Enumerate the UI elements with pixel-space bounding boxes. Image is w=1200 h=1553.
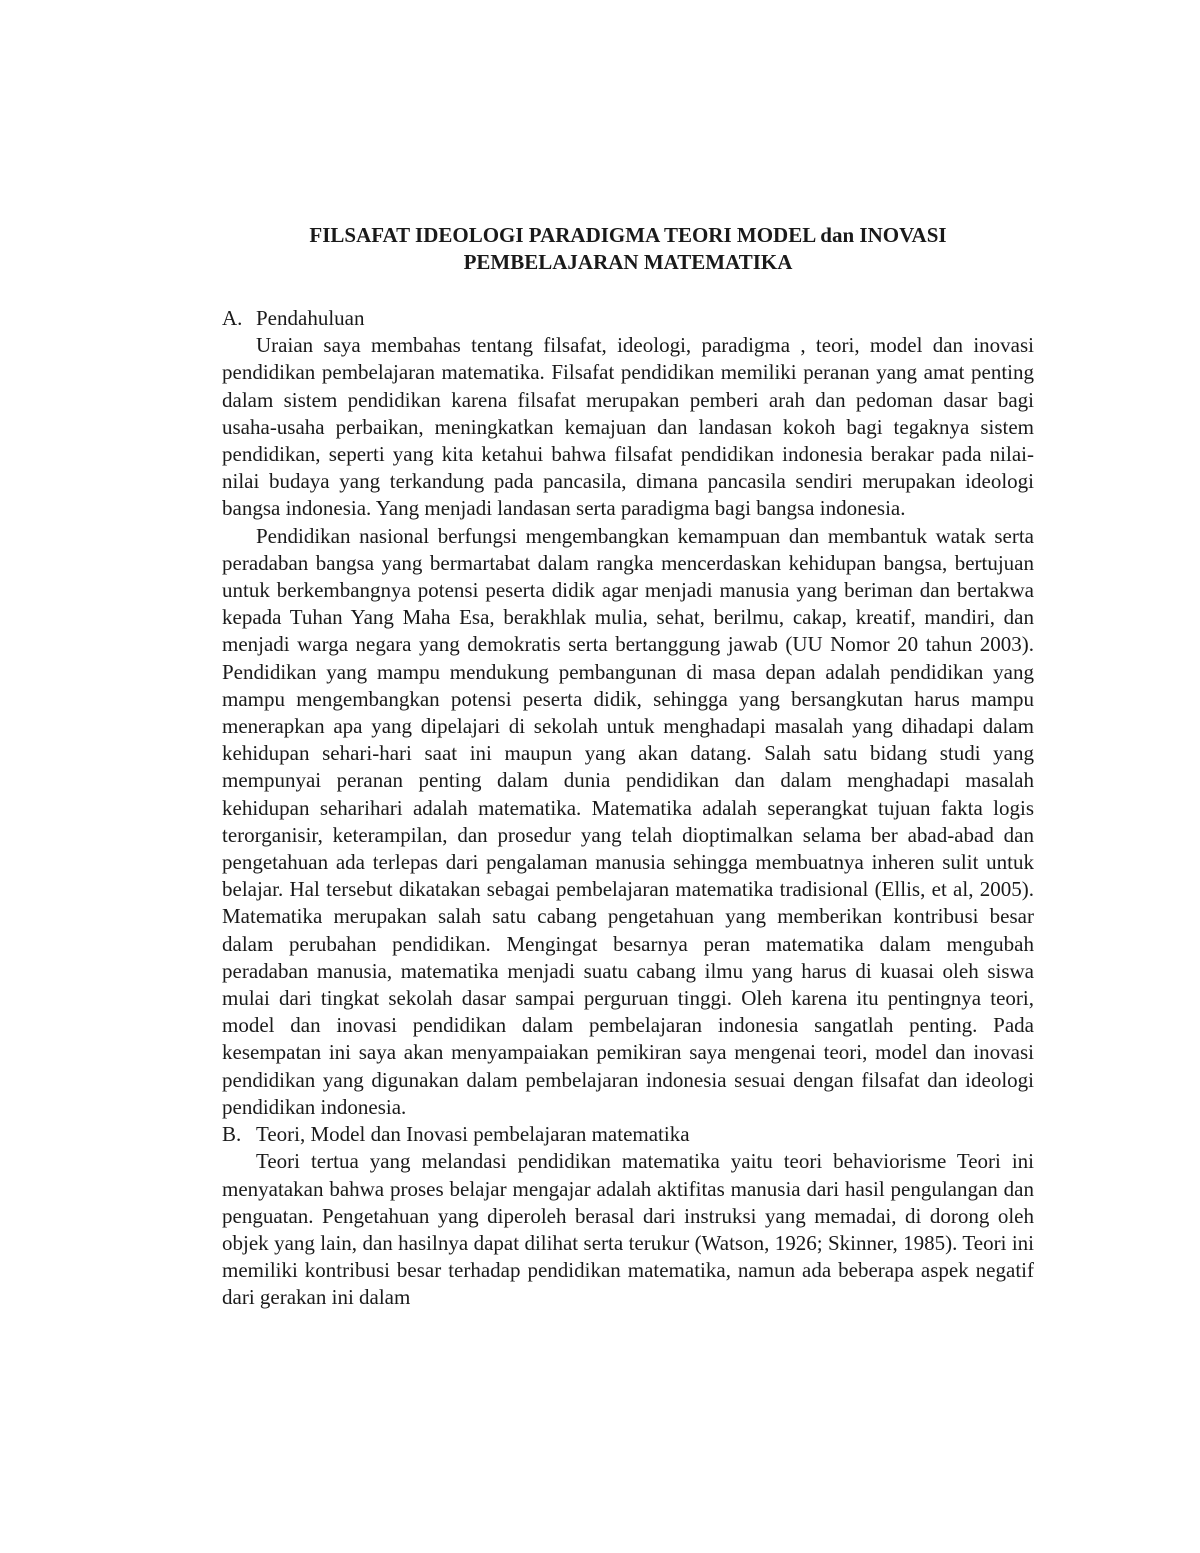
section-a-heading (222, 305, 1034, 332)
section-b-heading (222, 1121, 1034, 1148)
section-a-title: Pendahuluan (256, 306, 365, 330)
section-b-title: Teori, Model dan Inovasi pembelajaran matematika (256, 1122, 690, 1147)
document-title (222, 222, 1034, 276)
section-a-label: A. (222, 306, 243, 330)
page-content (222, 222, 1034, 1312)
section-a-paragraph-2: Pendidikan nasional berfungsi mengembangkan kemampuan dan membantuk watak serta peradaban bangsa yang bermartabat dalam rangka mencerdaskan kehidupan bangsa, bertujuan untuk berkembangnya potensi peserta didik agar menjadi manusia yang beriman dan bertakwa kepada Tuhan Yang Maha Esa, berakhlak mulia, sehat, berilmu, cakap, kreatif, mandiri, dan menjadi warga negara yang demokratis serta bertanggung jawab (UU Nomor 20 tahun 2003). Pendidikan yang mampu mendukung pembangunan di masa depan adalah pendidikan yang mampu mengembangkan potensi peserta didik, sehingga yang bersangkutan harus mampu menerapkan apa yang dipelajari di sekolah untuk menghadapi masalah yang dihadapi dalam kehidupan sehari-hari saat ini maupun yang akan datang. Salah satu bidang studi yang mempunyai peranan penting dalam dunia pendidikan dan dalam menghadapi masalah kehidupan seharihari adalah matematika. Matematika adalah seperangkat tujuan fakta logis terorganisir, keterampilan, dan prosedur yang telah dioptimalkan selama ber abad-abad dan pengetahuan ada terlepas dari pengalaman manusia sehingga membuatnya inheren sulit untuk belajar. Hal tersebut dikatakan sebagai pembelajaran matematika tradisional (Ellis, et al, 2005). Matematika merupakan salah satu cabang pengetahuan yang memberikan kontribusi besar dalam perubahan pendidikan. Mengingat besarnya peran matematika dalam mengubah peradaban manusia, matematika menjadi suatu cabang ilmu yang harus di kuasai oleh siswa mulai dari tingkat sekolah dasar sampai perguruan tinggi. Oleh karena itu pentingnya teori, model dan inovasi pendidikan dalam pembelajaran indonesia sangatlah penting. Pada kesempatan ini saya akan menyampaiakan pemikiran saya mengenai teori, model dan inovasi pendidikan yang digunakan dalam pembelajaran indonesia sesuai dengan filsafat dan ideologi pendidikan indonesia. (222, 523, 1034, 1119)
document-body (222, 305, 1034, 1312)
title-line-1: FILSAFAT IDEOLOGI PARADIGMA TEORI MODEL dan INOVASI (309, 223, 947, 247)
section-a-paragraph-1: Uraian saya membahas tentang filsafat, ideologi, paradigma , teori, model dan inovasi pendidikan pembelajaran matematika. Filsafat pendidikan memiliki peranan yang amat penting dalam sistem pendidikan karena filsafat merupakan pemberi arah dan pedoman dasar bagi usaha-usaha perbaikan, meningkatkan kemajuan dan landasan kokoh bagi tegaknya sistem pendidikan, seperti yang kita ketahui bahwa filsafat pendidikan indonesia berakar pada nilai-nilai budaya yang terkandung pada pancasila, dimana pancasila sendiri merupakan ideologi bangsa indonesia. Yang menjadi landasan serta paradigma bagi bangsa indonesia. (222, 333, 1034, 521)
section-b-paragraph-1: Teori tertua yang melandasi pendidikan matematika yaitu teori behaviorisme Teori ini menyatakan bahwa proses belajar mengajar adalah aktifitas manusia dari hasil pengulangan dan penguatan. Pengetahuan yang diperoleh berasal dari instruksi yang memadai, di dorong oleh objek yang lain, dan hasilnya dapat dilihat serta terukur (Watson, 1926; Skinner, 1985). Teori ini memiliki kontribusi besar terhadap pendidikan matematika, namun ada beberapa aspek negatif dari gerakan ini dalam (222, 1149, 1034, 1310)
title-line-2: PEMBELAJARAN MATEMATIKA (463, 250, 793, 274)
section-b-label: B. (222, 1122, 242, 1147)
